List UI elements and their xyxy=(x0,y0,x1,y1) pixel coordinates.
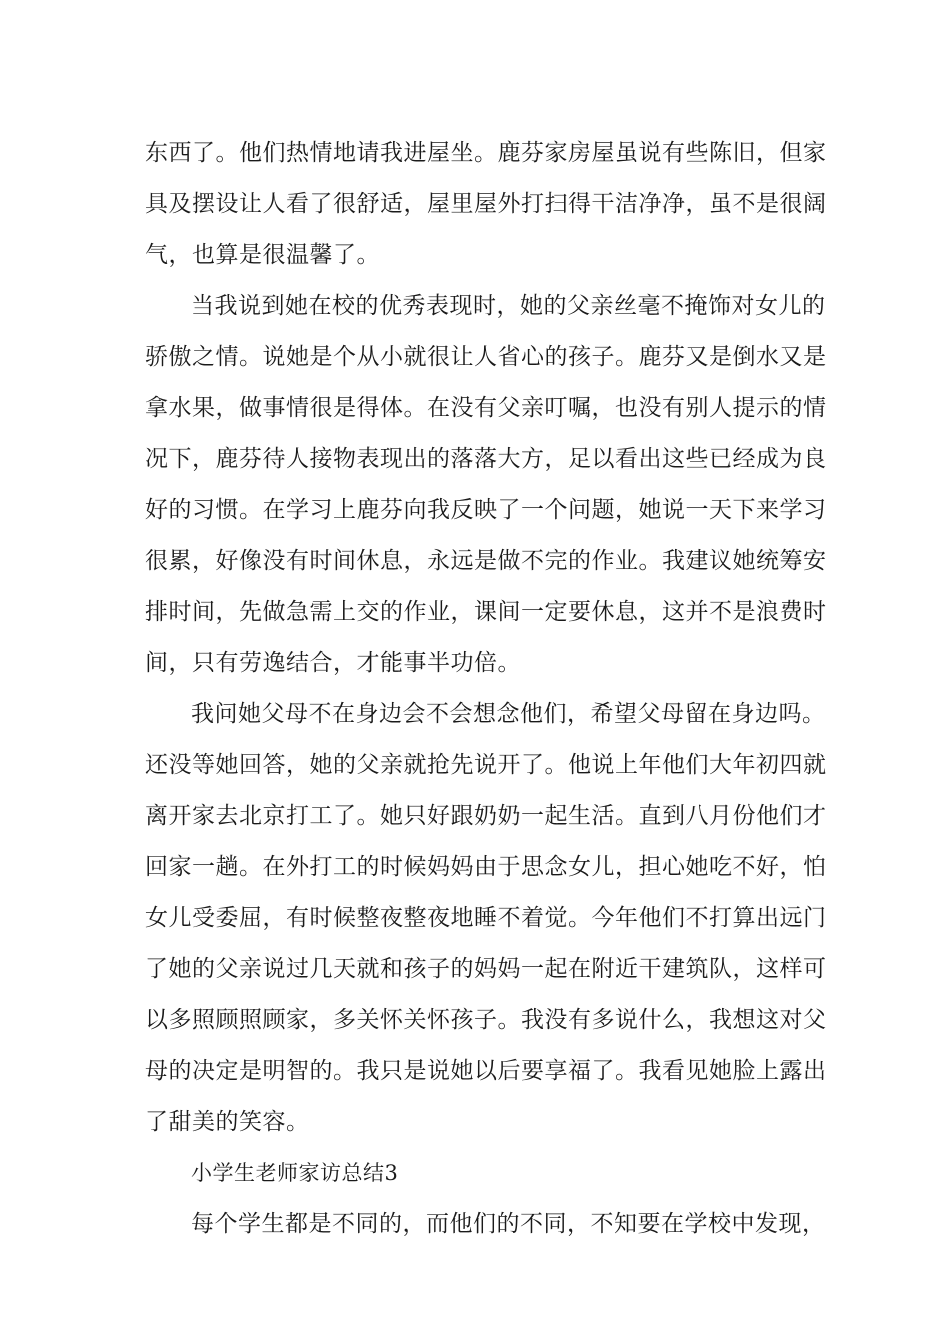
text-line: 了她的父亲说过几天就和孩子的妈妈一起在附近干建筑队，这样可 xyxy=(145,956,827,982)
text-line: 好的习惯。在学习上鹿芬向我反映了一个问题，她说一天下来学习 xyxy=(145,497,827,523)
text-line: 了甜美的笑容。 xyxy=(145,1109,310,1135)
text-line: 离开家去北京打工了。她只好跟奶奶一起生活。直到八月份他们才 xyxy=(145,803,827,829)
text-line: 东西了。他们热情地请我进屋坐。鹿芬家房屋虽说有些陈旧，但家 xyxy=(145,140,827,166)
text-line: 排时间，先做急需上交的作业，课间一定要休息，这并不是浪费时 xyxy=(145,599,827,625)
text-line: 我问她父母不在身边会不会想念他们，希望父母留在身边吗。 xyxy=(191,701,826,727)
text-line: 很累，好像没有时间休息，永远是做不完的作业。我建议她统筹安 xyxy=(145,548,827,574)
text-line: 以多照顾照顾家，多关怀关怀孩子。我没有多说什么，我想这对父 xyxy=(145,1007,827,1033)
text-line: 拿水果，做事情很是得体。在没有父亲叮嘱，也没有别人提示的情 xyxy=(145,395,827,421)
section-heading: 小学生老师家访总结3 xyxy=(191,1161,399,1185)
text-line: 间，只有劳逸结合，才能事半功倍。 xyxy=(145,650,521,676)
text-line: 当我说到她在校的优秀表现时，她的父亲丝毫不掩饰对女儿的 xyxy=(191,293,826,319)
text-line: 况下，鹿芬待人接物表现出的落落大方，足以看出这些已经成为良 xyxy=(145,446,827,472)
text-line: 母的决定是明智的。我只是说她以后要享福了。我看见她脸上露出 xyxy=(145,1058,827,1084)
document-body xyxy=(145,128,827,1250)
paragraph-1 xyxy=(145,128,827,281)
paragraph-2 xyxy=(145,281,827,689)
text-line: 骄傲之情。说她是个从小就很让人省心的孩子。鹿芬又是倒水又是 xyxy=(145,344,827,370)
text-line: 女儿受委屈，有时候整夜整夜地睡不着觉。今年他们不打算出远门 xyxy=(145,905,827,931)
paragraph-3 xyxy=(145,689,827,1148)
text-line: 还没等她回答，她的父亲就抢先说开了。他说上年他们大年初四就 xyxy=(145,752,827,778)
text-line: 气，也算是很温馨了。 xyxy=(145,242,380,268)
text-line: 具及摆设让人看了很舒适，屋里屋外打扫得干洁净净，虽不是很阔 xyxy=(145,191,827,217)
text-line: 每个学生都是不同的，而他们的不同，不知要在学校中发现， xyxy=(191,1211,826,1237)
text-line: 回家一趟。在外打工的时候妈妈由于思念女儿，担心她吃不好，怕 xyxy=(145,854,827,880)
paragraph-4 xyxy=(145,1199,826,1250)
